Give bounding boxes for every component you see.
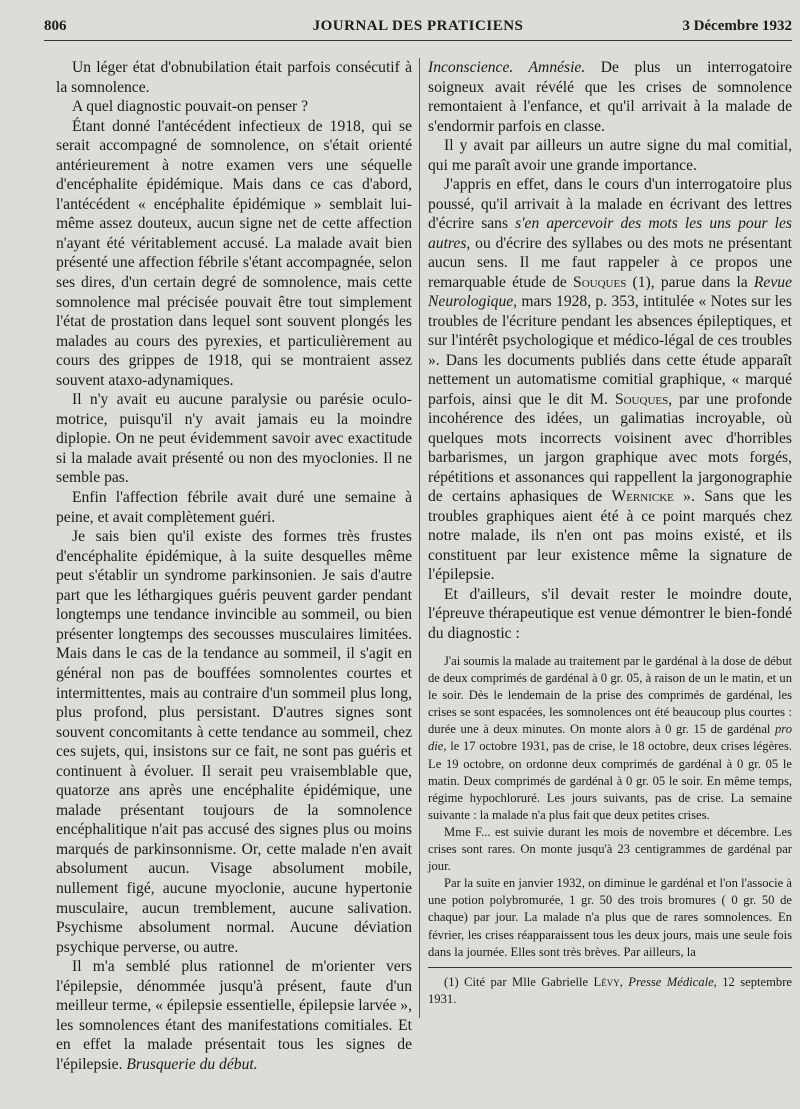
- paragraph: [56, 957, 412, 1074]
- emphasis: Brusquerie du début.: [126, 1055, 258, 1073]
- text-run: Il m'a semblé plus rationnel de m'orienter vers l'épilepsie, dénommée jusqu'à présent, faute d'un meilleur terme, « épilepsie essentielle, épilepsie larvée », les somnolences étant des manifestations comitiales. Et en effet la malade présentait tous les signes de l'épilepsie.: [56, 958, 412, 1073]
- page-number: 806: [44, 18, 67, 34]
- text-run: De plus un interrogatoire soigneux avait révélé que les crises de somnolence remontaient à l'enfance, et qu'il arrivait à la malade de s'endormir parfois en classe.: [428, 59, 792, 135]
- paragraph: Il n'y avait eu aucune paralysie ou parésie oculo-motrice, puisqu'il n'y avait jamais eu la moindre diplopie. On ne peut évidemment savoir avec exactitude si la malade avait présenté ou non des myoclonies. Il ne semble pas.: [56, 391, 412, 487]
- text-run: J'ai soumis la malade au traitement par le gardénal à la dose de début de deux comprimés de gardénal à 0 gr. 05, à raison de un le matin, et un le soir. Dès le lendemain de la prise des comprimés de gardénal, les crises se sont espacées, les somnolences ont été beaucoup plus courtes : durée une à deux minutes. On monte alors à 0 gr. 15 de gardénal: [428, 654, 792, 737]
- footnote: [428, 974, 792, 1008]
- paragraph: Un léger état d'obnubilation était parfois consécutif à la somnolence.: [56, 59, 412, 96]
- text-run: (1) Cité par Mlle Gabrielle: [444, 974, 594, 989]
- emphasis: s'en apercevoir des mots les uns pour les autres,: [428, 215, 792, 252]
- text-run: J'appris en effet, dans le cours d'un interrogatoire plus poussé, qu'il arrivait à la malade en écrivant des lettres d'écrire sans: [428, 176, 792, 232]
- footnote-rule: [428, 967, 792, 968]
- left-column: [56, 58, 412, 1074]
- paragraph: [428, 58, 792, 136]
- text-run: le 17 octobre 1931, pas de crise, le 18 octobre, deux crises légères. Le 19 octobre, on ordonne deux comprimés de gardénal à 0 gr. 05 le matin. Deux comprimés de gardénal à 0 gr. 05 le soir. En même temps, régime hypochloruré. Les jours suivants, pas de crise. La semaine suivante : la malade n'a plus fait que deux petites crises.: [428, 739, 792, 822]
- author-name: Lévy: [593, 974, 620, 989]
- running-header: [44, 18, 792, 41]
- paragraph: Il y avait par ailleurs un autre signe du mal comitial, qui me paraît avoir une grande importance.: [428, 137, 792, 174]
- paragraph: Enfin l'affection fébrile avait duré une semaine à peine, et avait complètement guéri.: [56, 489, 412, 526]
- paragraph: Je sais bien qu'il existe des formes très frustes d'encéphalite épidémique, à la suite desquelles même peut s'établir un syndrome parkinsonien. Je sais d'autre part que les léthargiques guéris peuvent garder pendant longtemps une tendance invincible au sommeil, ou bien présenter longtemps des secousses musculaires limitées. Mais dans le cas de la tendance au sommeil, il s'agit en général non pas de bouffées somnolentes courtes et intermittentes, mais au contraire d'un sommeil plus long, plus profond, plus persistant. D'autres signes sont souvent concomitants à cette tendance au sommeil, chez ces sujets, qui, insistons sur ce fait, ne sont pas guéris et continuent à évoluer. Il serait peu vraisemblable que, quatorze ans après une encéphalite épidémique, une malade présentant toujours de la somnolence encéphalitique n'ait pas accusé des signes plus ou moins marqués de parkinsonnisme. Or, cette malade n'en avait absolument aucun. Visage absolument mobile, nullement figé, aucune myoclonie, aucune hypertonie musculaire, aucun tremblement, aucune salivation. Psychisme absolument normal. Aucune déviation psychique perverse, ou autre.: [56, 528, 412, 956]
- emphasis: Inconscience. Amnésie.: [428, 59, 586, 76]
- text-run: ou d'écrire des syllabes ou des mots ne présentant aucun sens. Il me faut rappeler à ce propos une remarquable étude de: [428, 234, 792, 291]
- case-notes: [428, 653, 792, 1008]
- emphasis: pro die,: [428, 722, 792, 754]
- paragraph: Mme F... est suivie durant les mois de novembre et décembre. Les crises sont rares. On monte jusqu'à 23 centigrammes de gardénal par jour.: [428, 824, 792, 874]
- paragraph: Étant donné l'antécédent infectieux de 1918, qui se serait accompagné de somnolence, on s'était orienté antérieurement à notre examen vers une séquelle d'encéphalite épidémique. Mais dans ce cas d'abord, l'antécédent « encéphalite épidémique » semblait lui-même assez douteux, aucun signe net de cette affection n'ayant été véritablement accusé. La malade avait bien présenté une affection fébrile s'étant accompagnée, selon ses dires, d'un certain degré de somnolence, mais cette somnolence mal précisée pouvait être tout simplement l'état de prostation dans lequel sont souvent plongés les malades au cours des pyrexies, et particulièrement au cours des grippes de 1918, qui se montraient assez souvent ataxo-adynamiques.: [56, 117, 412, 389]
- right-column: [428, 58, 792, 1008]
- text-run: 12 septembre 1931.: [428, 974, 792, 1006]
- text-run: ,: [619, 974, 629, 989]
- paragraph: [428, 653, 792, 824]
- text-run: mars 1928, p. 353, intitulée « Notes sur les troubles de l'écriture pendant les absences épileptiques, et sur l'intérêt psychologique et médico-légal de ces troubles ». Dans les documents publiés dans cette étude apparaît nettement un automatisme comitial graphique, « marqué parfois, ainsi que le dit M.: [428, 293, 792, 408]
- journal-title: JOURNAL DES PRATICIENS: [312, 18, 524, 34]
- paragraph: A quel diagnostic pouvait-on penser ?: [72, 98, 309, 116]
- paragraph: Et d'ailleurs, s'il devait rester le moindre doute, l'épreuve thérapeutique est venue démontrer le bien-fondé du diagnostic :: [428, 585, 792, 642]
- author-name: Souques: [614, 390, 669, 408]
- text-run: , par une profonde incohérence des idées, un galimatias incroyable, où quelques mots incorrects voisinent avec d'horribles barbarismes, un jargon graphique avec mots forgés, répétitions et assonances qui rappellent la jargonographie de certains aphasiques de: [428, 390, 792, 505]
- author-name: Souques: [573, 273, 627, 291]
- text-run: ». Sans que les troubles graphiques aient été à ce point marqués chez notre malade, ils n'en ont pas moins existé, et ils constituent par leur existence même la signature de l'épilepsie.: [428, 488, 792, 583]
- journal-name: Presse Médicale,: [628, 974, 717, 989]
- text-run: (1), parue dans la: [626, 273, 754, 291]
- spacer: [428, 643, 792, 653]
- paragraph: [428, 175, 792, 585]
- paragraph: Par la suite en janvier 1932, on diminue le gardénal et l'on l'associe à une potion polybromurée, 1 gr. 50 des trois bromures ( 0 gr. 50 de chaque) par jour. La malade n'a plus que de rares somnolences. En février, les crises réapparaissent tous les deux jours, mais une seule fois dans la journée. Elles sont très brèves. Par ailleurs, la: [428, 876, 792, 959]
- author-name: Wernicke: [611, 488, 674, 505]
- journal-name: Revue Neurologique,: [428, 273, 792, 310]
- issue-date: 3 Décembre 1932: [682, 18, 792, 34]
- column-divider: [419, 58, 420, 1018]
